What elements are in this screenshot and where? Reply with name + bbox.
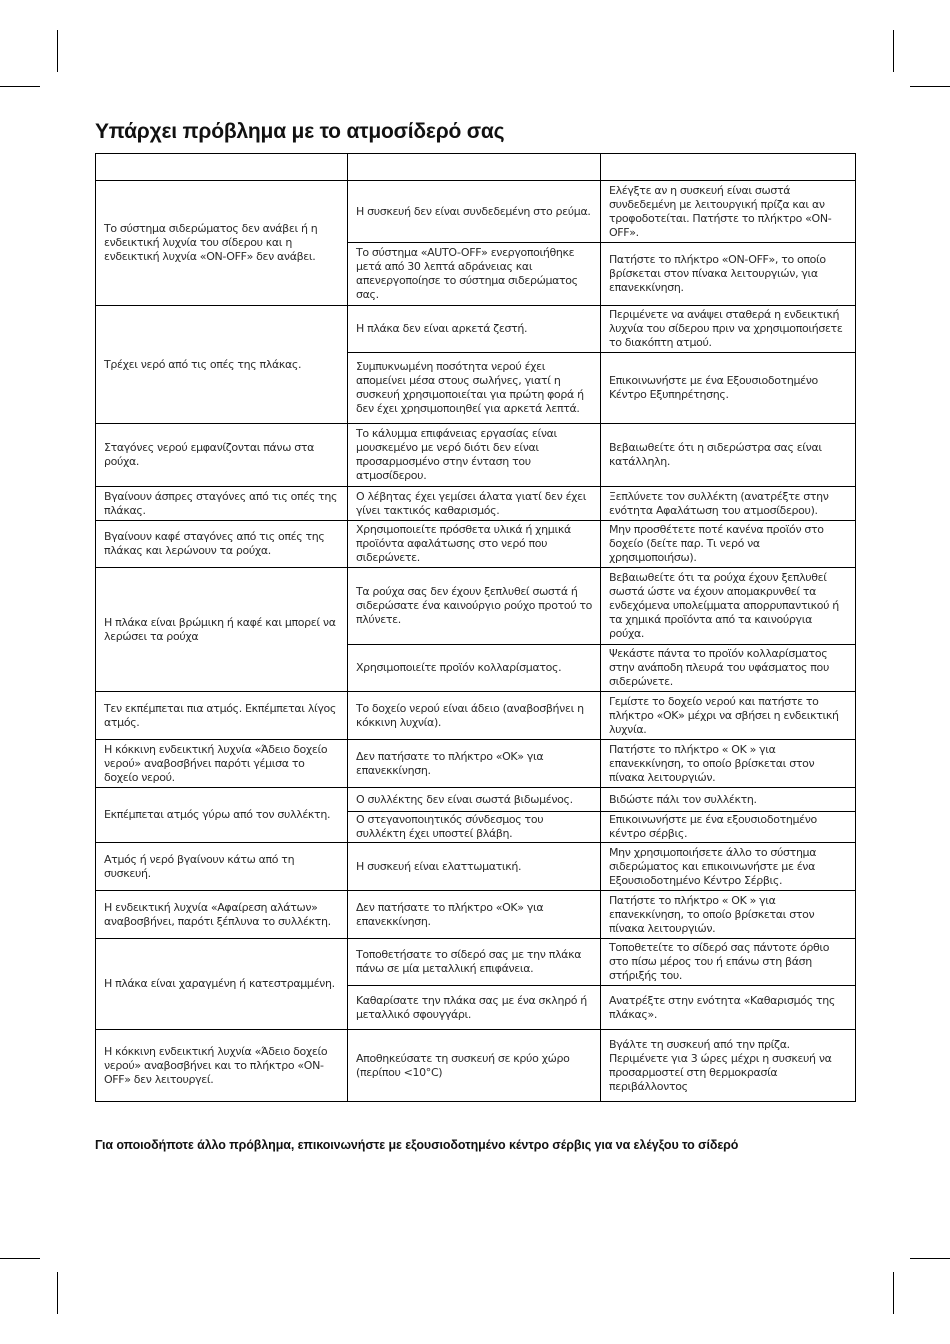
table-row <box>96 891 856 939</box>
cause-cell: Η πλάκα δεν είναι αρκετά ζεστή. <box>348 306 601 353</box>
solution-cell: Περιμένετε να ανάψει σταθερά η ενδεικτική λυχνία του σίδερου πριν να χρησιμοποιήσετε το διακόπτη ατμού. <box>601 306 856 353</box>
table-row <box>96 487 856 521</box>
problem-cell: Η πλάκα είναι βρώμικη ή καφέ και μπορεί να λερώσει τα ρούχα <box>96 568 348 692</box>
solution-cell: Βιδώστε πάλι τον συλλέκτη. <box>601 788 856 812</box>
problem-cell: Εκπέμπεται ατμός γύρω από τον συλλέκτη. <box>96 788 348 843</box>
table-row <box>96 521 856 568</box>
cause-cell: Χρησιμοποιείτε πρόσθετα υλικά ή χημικά προϊόντα αφαλάτωσης στο νερό που σιδερώνετε. <box>348 521 601 568</box>
solution-cell: Βεβαιωθείτε ότι η σιδερώστρα σας είναι κατάλληλη. <box>601 424 856 487</box>
cause-cell: Το σύστημα «AUTO-OFF» ενεργοποιήθηκε μετά από 30 λεπτά αδράνειας και απενεργοποίησε το σύστημα σιδερώματος σας. <box>348 243 601 306</box>
problem-cell: Τεν εκπέμπεται πια ατμός. Εκπέμπεται λίγος ατμός. <box>96 692 348 740</box>
solution-cell: Βγάλτε τη συσκευή από την πρίζα. Περιμένετε για 3 ώρες μέχρι η συσκευή να προσαρμοστεί στη θερμοκρασία περιβάλλοντος <box>601 1030 856 1102</box>
solution-cell: Επικοινωνήστε με ένα εξουσιοδοτημένο κέντρο σέρβις. <box>601 812 856 843</box>
problem-cell: Σταγόνες νερού εμφανίζονται πάνω στα ρούχα. <box>96 424 348 487</box>
crop-mark <box>910 86 950 87</box>
solution-cell: Ξεπλύνετε τον συλλέκτη (ανατρέξτε στην ενότητα Αφαλάτωση του ατμοσίδερου). <box>601 487 856 521</box>
cause-cell: Ο λέβητας έχει γεμίσει άλατα γιατί δεν έχει γίνει τακτικός καθαρισμός. <box>348 487 601 521</box>
cause-cell: Δεν πατήσατε το πλήκτρο «OK» για επανεκκίνηση. <box>348 891 601 939</box>
cause-cell: Καθαρίσατε την πλάκα σας με ένα σκληρό ή μεταλλικό σφουγγάρι. <box>348 986 601 1030</box>
cause-cell: Τα ρούχα σας δεν έχουν ξεπλυθεί σωστά ή σιδερώσατε ένα καινούργιο ρούχο προτού το πλύνετε. <box>348 568 601 645</box>
crop-mark <box>57 30 58 72</box>
solution-cell: Ελέγξτε αν η συσκευή είναι σωστά συνδεδεμένη με λειτουργική πρίζα και αν τροφοδοτείται. Πατήστε το πλήκτρο «ON-OFF». <box>601 181 856 243</box>
table-header-row <box>96 154 856 181</box>
cause-cell: Η συσκευή δεν είναι συνδεδεμένη στο ρεύμα. <box>348 181 601 243</box>
solution-cell: Γεμίστε το δοχείο νερού και πατήστε το πλήκτρο «OK» μέχρι να σβήσει η ενδεικτική λυχνία. <box>601 692 856 740</box>
troubleshooting-table <box>95 153 856 1102</box>
table-row <box>96 181 856 243</box>
header-cause <box>348 154 601 181</box>
table-row <box>96 788 856 812</box>
cause-cell: Δεν πατήσατε το πλήκτρο «OK» για επανεκκίνηση. <box>348 740 601 788</box>
crop-mark <box>910 1258 950 1259</box>
cause-cell: Ο συλλέκτης δεν είναι σωστά βιδωμένος. <box>348 788 601 812</box>
solution-cell: Ανατρέξτε στην ενότητα «Καθαρισμός της πλάκας». <box>601 986 856 1030</box>
cause-cell: Το κάλυμμα επιφάνειας εργασίας είναι μουσκεμένο με νερό διότι δεν είναι προσαρμοσμένο στην ένταση του ατμοσίδερου. <box>348 424 601 487</box>
crop-mark <box>57 1272 58 1314</box>
cause-cell: Αποθηκεύσατε τη συσκευή σε κρύο χώρο (περίπου <10°C) <box>348 1030 601 1102</box>
problem-cell: Η πλάκα είναι χαραγμένη ή κατεστραμμένη. <box>96 939 348 1030</box>
problem-cell: Βγαίνουν καφέ σταγόνες από τις οπές της πλάκας και λερώνουν τα ρούχα. <box>96 521 348 568</box>
problem-cell: Η κόκκινη ενδεικτική λυχνία «Άδειο δοχείο νερού» αναβοσβήνει παρότι γέμισα το δοχείο νερού. <box>96 740 348 788</box>
problem-cell: Τρέχει νερό από τις οπές της πλάκας. <box>96 306 348 424</box>
cause-cell: Χρησιμοποιείτε προϊόν κολλαρίσματος. <box>348 645 601 692</box>
table-row <box>96 740 856 788</box>
table-row <box>96 1030 856 1102</box>
problem-cell: Βγαίνουν άσπρες σταγόνες από τις οπές της πλάκας. <box>96 487 348 521</box>
solution-cell: Πατήστε το πλήκτρο «ON-OFF», το οποίο βρίσκεται στον πίνακα λειτουργιών, για επανεκκίνηση. <box>601 243 856 306</box>
solution-cell: Μην χρησιμοποιήσετε άλλο το σύστημα σιδερώματος και επικοινωνήστε με ένα Εξουσιοδοτημένο Κέντρο Σέρβις. <box>601 843 856 891</box>
table-row <box>96 306 856 353</box>
crop-mark <box>893 1272 894 1314</box>
solution-cell: Πατήστε το πλήκτρο « OK » για επανεκκίνηση, το οποίο βρίσκεται στον πίνακα λειτουργιών. <box>601 891 856 939</box>
solution-cell: Τοποθετείτε το σίδερό σας πάντοτε όρθιο στο πίσω μέρος του ή επάνω στη βάση στήριξής του. <box>601 939 856 986</box>
table-row <box>96 568 856 645</box>
table-row <box>96 424 856 487</box>
table-row <box>96 692 856 740</box>
cause-cell: Συμπυκνωμένη ποσότητα νερού έχει απομείνει μέσα στους σωλήνες, γιατί η συσκευή χρησιμοποιείται για πρώτη φορά ή δεν έχει χρησιμοποιηθεί για αρκετά λεπτά. <box>348 353 601 424</box>
solution-cell: Βεβαιωθείτε ότι τα ρούχα έχουν ξεπλυθεί σωστά ώστε να έχουν απομακρυνθεί τα ενδεχόμενα υπολείμματα απορρυπαντικού ή τα χημικά προϊόντα από τα καινούργια ρούχα. <box>601 568 856 645</box>
header-problem <box>96 154 348 181</box>
page-title: Υπάρχει πρόβλημα με το ατμοσίδερό σας <box>95 120 505 143</box>
table-row <box>96 843 856 891</box>
crop-mark <box>0 1258 40 1259</box>
crop-mark <box>0 86 40 87</box>
cause-cell: Η συσκευή είναι ελαττωματική. <box>348 843 601 891</box>
solution-cell: Μην προσθέτετε ποτέ κανένα προϊόν στο δοχείο (δείτε παρ. Τι νερό να χρησιμοποιήσω). <box>601 521 856 568</box>
cause-cell: Τοποθετήσατε το σίδερό σας με την πλάκα πάνω σε μία μεταλλική επιφάνεια. <box>348 939 601 986</box>
cause-cell: Το δοχείο νερού είναι άδειο (αναβοσβήνει η κόκκινη λυχνία). <box>348 692 601 740</box>
table-row <box>96 939 856 986</box>
solution-cell: Επικοινωνήστε με ένα Εξουσιοδοτημένο Κέντρο Εξυπηρέτησης. <box>601 353 856 424</box>
problem-cell: Το σύστημα σιδερώματος δεν ανάβει ή η ενδεικτική λυχνία του σίδερου και η ενδεικτική λυχνία «ON-OFF» δεν ανάβει. <box>96 181 348 306</box>
solution-cell: Πατήστε το πλήκτρο « OK » για επανεκκίνηση, το οποίο βρίσκεται στον πίνακα λειτουργιών. <box>601 740 856 788</box>
header-solution <box>601 154 856 181</box>
solution-cell: Ψεκάστε πάντα το προϊόν κολλαρίσματος στην ανάποδη πλευρά του υφάσματος που σιδερώνετε. <box>601 645 856 692</box>
problem-cell: Η ενδεικτική λυχνία «Αφαίρεση αλάτων» αναβοσβήνει, παρότι ξέπλυνα το συλλέκτη. <box>96 891 348 939</box>
crop-mark <box>893 30 894 72</box>
problem-cell: Η κόκκινη ενδεικτική λυχνία «Άδειο δοχείο νερού» αναβοσβήνει και το πλήκτρο «ON-OFF» δεν λειτουργεί. <box>96 1030 348 1102</box>
footer-note: Για οποιοδήποτε άλλο πρόβλημα, επικοινωνήστε με εξουσιοδοτημένο κέντρο σέρβις για να ελέγξου το σίδερό <box>95 1138 739 1152</box>
problem-cell: Ατμός ή νερό βγαίνουν κάτω από τη συσκευή. <box>96 843 348 891</box>
cause-cell: Ο στεγανοποιητικός σύνδεσμος του συλλέκτη έχει υποστεί βλάβη. <box>348 812 601 843</box>
